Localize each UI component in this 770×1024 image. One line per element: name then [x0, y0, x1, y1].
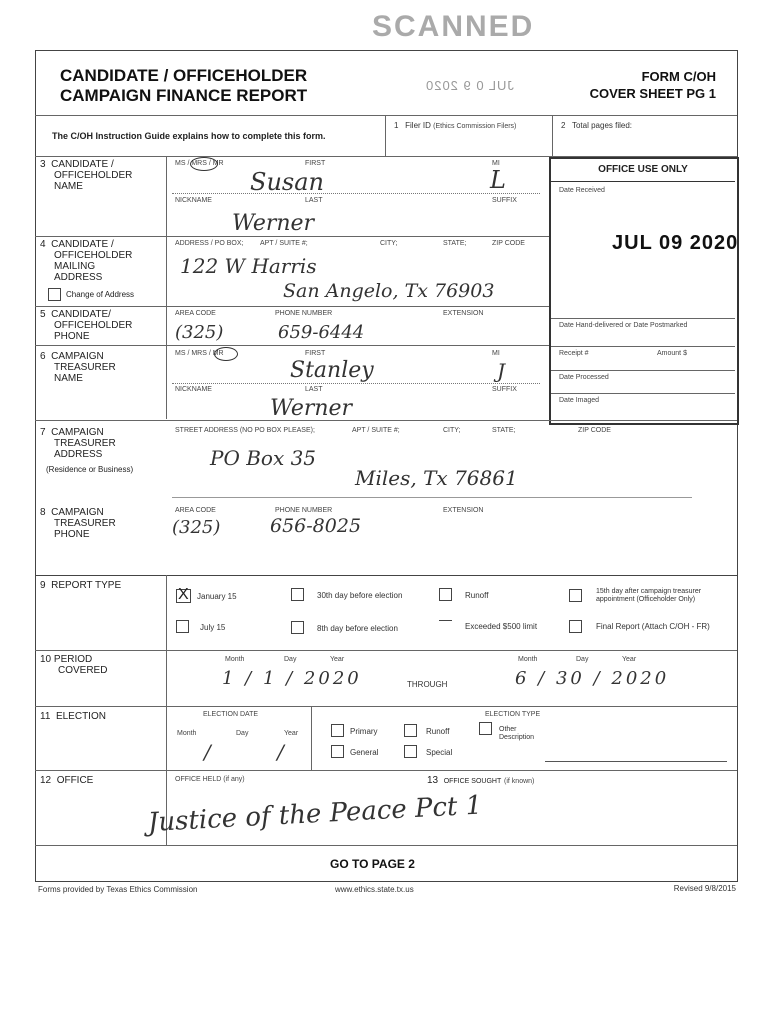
jan15-label: January 15 [197, 592, 237, 601]
divider [35, 345, 549, 346]
sec11-date-value: / / [204, 740, 314, 764]
election-runoff-label: Runoff [426, 727, 450, 736]
primary-label: Primary [350, 727, 378, 736]
change-of-address-label: Change of Address [66, 290, 135, 299]
day8-checkbox[interactable] [291, 621, 304, 634]
sec7-line3: ADDRESS [54, 449, 103, 460]
sec7-street-value: PO Box 35 [210, 446, 317, 470]
sec13-num: 13 [427, 775, 439, 786]
divider [35, 306, 549, 307]
sec8-line2: TREASURER [54, 518, 116, 529]
divider [311, 706, 312, 770]
sec6-mr-circle [214, 347, 238, 361]
form-number [590, 68, 716, 102]
sec11-day-label: Day [236, 730, 249, 737]
sec7-zip-label: ZIP CODE [578, 427, 611, 434]
divider [166, 575, 167, 845]
sec12-label [40, 775, 93, 786]
divider [551, 346, 735, 347]
sec7-line2: TREASURER [54, 438, 116, 449]
sec13-title: OFFICE SOUGHT [443, 778, 502, 785]
form-number-line1: FORM C/OH [641, 69, 716, 84]
sec4-num: 4 [40, 239, 46, 250]
other-text: Other [499, 726, 517, 733]
other-checkbox[interactable] [479, 722, 492, 735]
sec6-first-value: Stanley [290, 358, 374, 383]
sec8-line3: PHONE [54, 529, 90, 540]
sec4-line2: OFFICEHOLDER [54, 250, 133, 261]
scanned-stamp: SCANNED [372, 10, 535, 43]
sec10-from-day: Day [284, 656, 297, 663]
sec3-last-label: LAST [305, 197, 323, 204]
runoff-label: Runoff [465, 591, 489, 600]
sec7-street-label: STREET ADDRESS (NO PO BOX PLEASE); [175, 427, 315, 434]
office-use-box [549, 157, 739, 425]
day30-checkbox[interactable] [291, 588, 304, 601]
sec10-to-year: Year [622, 656, 637, 663]
form-title [60, 66, 307, 106]
sec6-label [40, 351, 116, 384]
sec8-area-label: AREA CODE [175, 507, 216, 514]
divider [35, 650, 737, 651]
exceeded-label: Exceeded $500 limit [465, 622, 538, 631]
runoff-checkbox[interactable] [439, 588, 452, 601]
divider [551, 370, 735, 371]
sec3-mi-value: L [490, 166, 506, 194]
exceeded-box-line [439, 620, 452, 621]
sec5-area-label: AREA CODE [175, 310, 216, 317]
sec9-num: 9 [40, 580, 46, 591]
sec10-line1: PERIOD [53, 654, 93, 665]
sec10-from-month: Month [225, 656, 245, 663]
sec11-title: ELECTION [55, 711, 106, 722]
sec6-last-label: LAST [305, 386, 323, 393]
sec3-line1: CANDIDATE / [51, 159, 114, 170]
sec7-num: 7 [40, 427, 46, 438]
sec8-line1: CAMPAIGN [51, 507, 104, 518]
sec3-last-value: Werner [232, 211, 315, 236]
dotted-line [172, 193, 540, 194]
sec3-mi-label: MI [492, 160, 500, 167]
sec4-zip-label: ZIP CODE [492, 240, 525, 247]
jul15-checkbox[interactable] [176, 620, 189, 633]
divider [35, 575, 737, 576]
jan15-check-mark: X [178, 586, 189, 603]
day30-label: 30th day before election [317, 591, 403, 600]
sec3-line2: OFFICEHOLDER [54, 170, 133, 181]
form-title-line2: CAMPAIGN FINANCE REPORT [60, 86, 308, 105]
jan15-checkbox[interactable] [176, 586, 191, 603]
sec4-state-label: STATE; [443, 240, 467, 247]
change-of-address-checkbox[interactable] [48, 288, 61, 301]
sec6-prefix-label: MS / MRS / MR [175, 350, 224, 357]
form-title-line1: CANDIDATE / OFFICEHOLDER [60, 66, 308, 85]
final-report-checkbox[interactable] [569, 620, 582, 633]
primary-checkbox[interactable] [331, 724, 344, 737]
sec10-num: 10 [40, 654, 52, 665]
description-line [545, 761, 727, 762]
hand-delivered-label: Date Hand-delivered or Date Postmarked [559, 322, 688, 329]
sec6-mi-label: MI [492, 350, 500, 357]
form-number-line2: COVER SHEET PG 1 [589, 86, 716, 101]
sec6-line2: TREASURER [54, 362, 116, 373]
sec4-label [40, 239, 132, 283]
divider [551, 393, 735, 394]
sec8-phone-label: PHONE NUMBER [275, 507, 333, 514]
election-runoff-checkbox[interactable] [404, 724, 417, 737]
total-pages-text: Total pages filed: [571, 121, 633, 130]
divider [551, 318, 735, 319]
general-label: General [350, 748, 379, 757]
sec7-city-value: Miles, Tx 76861 [355, 466, 518, 490]
divider [35, 770, 737, 771]
day15-label: 15th day after campaign treasurer appointment (Officeholder Only) [596, 588, 702, 603]
sec10-to-month: Month [518, 656, 538, 663]
sec12-title: OFFICE [56, 775, 94, 786]
office-held-label: OFFICE HELD (if any) [175, 776, 245, 783]
divider [35, 115, 737, 116]
sec3-mrs-circle [190, 157, 218, 171]
sec4-city-label: CITY; [380, 240, 398, 247]
filer-id-text: Filer ID [405, 121, 431, 130]
sec7-line4: (Residence or Business) [46, 465, 134, 474]
sec12-num: 12 [40, 775, 52, 786]
sec6-nickname-label: NICKNAME [175, 386, 212, 393]
sec10-to-value: 6 / 30 / 2020 [515, 668, 670, 689]
divider [385, 115, 386, 157]
sec5-phone-label: PHONE NUMBER [275, 310, 333, 317]
filer-id-num: 1 [394, 121, 399, 130]
instruction-text: The C/OH Instruction Guide explains how to complete this form. [52, 131, 326, 141]
sec5-phone-value: 659-6444 [278, 322, 365, 343]
sec10-from-value: 1 / 1 / 2020 [222, 668, 362, 689]
sec6-num: 6 [40, 351, 46, 362]
sec9-label [40, 580, 121, 591]
total-pages-num: 2 [561, 121, 566, 130]
footer-right: Revised 9/8/2015 [673, 884, 736, 893]
date-imaged-label: Date Imaged [559, 397, 600, 404]
sec8-ext-label: EXTENSION [443, 507, 484, 514]
sec5-num: 5 [40, 309, 46, 320]
divider [35, 420, 737, 421]
sec6-line3: NAME [54, 373, 83, 384]
receipt-label: Receipt # [559, 350, 589, 357]
sec3-num: 3 [40, 159, 46, 170]
sec3-label [40, 159, 132, 192]
sec3-suffix-label: SUFFIX [492, 197, 517, 204]
sec13-sub: (if known) [504, 778, 535, 785]
special-label: Special [426, 748, 453, 757]
divider [35, 236, 549, 237]
election-date-label: ELECTION DATE [203, 711, 259, 718]
sec8-num: 8 [40, 507, 46, 518]
sec6-line1: CAMPAIGN [51, 351, 104, 362]
sec5-line1: CANDIDATE/ [51, 309, 111, 320]
office-use-title: OFFICE USE ONLY [598, 164, 688, 175]
sec4-apt-label: APT / SUITE #; [260, 240, 308, 247]
received-date-stamp: JUL 09 2020 [612, 232, 739, 254]
through-label: THROUGH [407, 680, 448, 689]
sec6-first-label: FIRST [305, 350, 326, 357]
sec5-ext-label: EXTENSION [443, 310, 484, 317]
underline [172, 497, 692, 498]
sec3-line3: NAME [54, 181, 83, 192]
sec8-phone-value: 656-8025 [270, 515, 362, 537]
office-held-value: Justice of the Peace Pct 1 [147, 790, 483, 838]
received-stamp-mirrored: JUL 0 9 2020 [425, 78, 514, 93]
election-type-label: ELECTION TYPE [485, 711, 541, 718]
sec11-year-label: Year [284, 730, 299, 737]
sec7-apt-label: APT / SUITE #; [352, 427, 400, 434]
sec3-nickname-label: NICKNAME [175, 197, 212, 204]
sec11-label [40, 711, 106, 722]
dotted-line [172, 383, 540, 384]
total-pages-label [561, 121, 632, 130]
sec10-from-year: Year [330, 656, 345, 663]
filer-id-sub: (Ethics Commission Filers) [433, 123, 517, 130]
sec9-title: REPORT TYPE [51, 580, 122, 591]
sec4-street-value: 122 W Harris [180, 254, 317, 278]
sec3-first-value: Susan [250, 168, 324, 196]
sec11-num: 11 [40, 711, 51, 722]
sec13-label [427, 775, 534, 787]
sec7-line1: CAMPAIGN [51, 427, 104, 438]
sec6-last-value: Werner [270, 396, 353, 421]
sec4-line1: CANDIDATE / [51, 239, 114, 250]
footer-left: Forms provided by Texas Ethics Commission [38, 885, 198, 894]
sec5-area-value: (325) [175, 322, 224, 343]
description-text: Description [499, 734, 535, 741]
sec3-prefix-label: MS / MRS / MR [175, 160, 224, 167]
sec10-label [40, 654, 107, 676]
special-checkbox[interactable] [404, 745, 417, 758]
jul15-label: July 15 [200, 623, 226, 632]
final-report-label: Final Report (Attach C/OH - FR) [596, 622, 710, 631]
sec7-label [40, 427, 116, 460]
sec4-line3: MAILING [54, 261, 96, 272]
sec6-suffix-label: SUFFIX [492, 386, 517, 393]
divider [35, 706, 737, 707]
day15-checkbox[interactable] [569, 589, 582, 602]
divider [551, 181, 735, 182]
other-label [499, 726, 534, 742]
sec4-city-value: San Angelo, Tx 76903 [283, 280, 495, 302]
sec4-line4: ADDRESS [54, 272, 103, 283]
sec10-line2: COVERED [58, 665, 108, 676]
sec10-to-day: Day [576, 656, 589, 663]
date-processed-label: Date Processed [559, 374, 609, 381]
amount-label: Amount $ [657, 350, 687, 357]
footer-center: www.ethics.state.tx.us [335, 885, 414, 894]
divider [166, 156, 167, 419]
sec8-area-value: (325) [172, 517, 221, 538]
filer-id-label [394, 121, 516, 130]
general-checkbox[interactable] [331, 745, 344, 758]
sec5-label [40, 309, 132, 342]
sec6-mi-value: J [497, 359, 506, 383]
sec3-first-label: FIRST [305, 160, 326, 167]
date-received-label: Date Received [559, 187, 605, 194]
sec4-address-label: ADDRESS / PO BOX; [175, 240, 244, 247]
go-to-page-2: GO TO PAGE 2 [330, 857, 415, 871]
sec8-label [40, 507, 116, 540]
day8-label: 8th day before election [317, 624, 398, 633]
sec5-line3: PHONE [54, 331, 90, 342]
divider [552, 115, 553, 157]
sec11-month-label: Month [177, 730, 197, 737]
divider [35, 845, 737, 846]
sec5-line2: OFFICEHOLDER [54, 320, 133, 331]
sec7-state-label: STATE; [492, 427, 516, 434]
sec7-city-label: CITY; [443, 427, 461, 434]
